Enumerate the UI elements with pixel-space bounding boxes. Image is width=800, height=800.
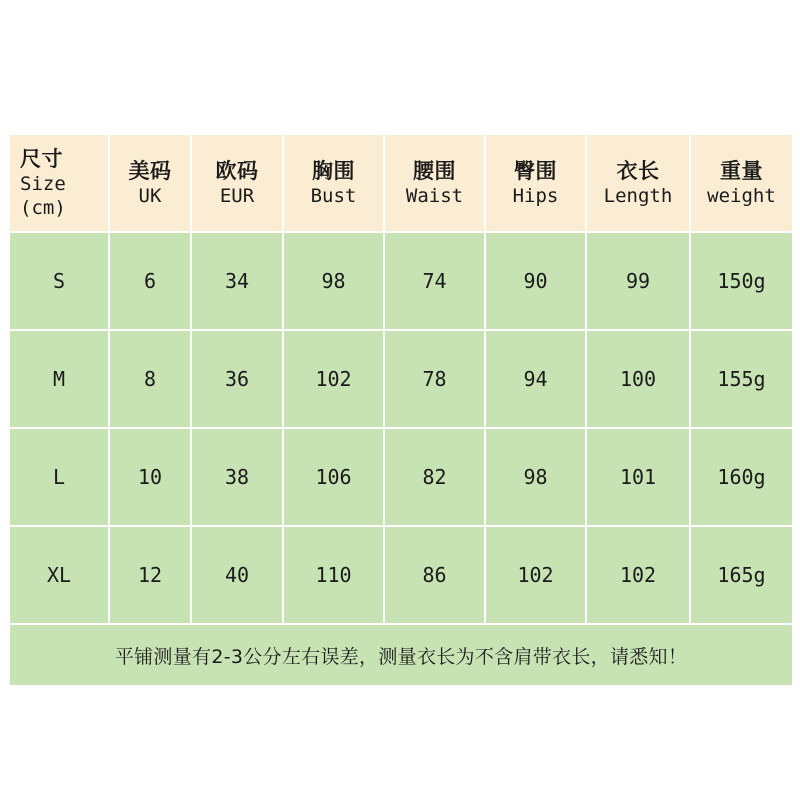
cell-bust: 110 <box>283 526 384 624</box>
table-row <box>9 232 793 330</box>
cell-waist: 82 <box>384 428 485 526</box>
column-header-hips-en: Hips <box>512 184 559 207</box>
cell-waist: 74 <box>384 232 485 330</box>
column-header-uk-en: UK <box>138 184 162 207</box>
cell-uk: 6 <box>109 232 191 330</box>
cell-length: 99 <box>586 232 690 330</box>
cell-bust: 106 <box>283 428 384 526</box>
cell-weight: 160g <box>690 428 793 526</box>
cell-size: XL <box>9 526 109 624</box>
cell-hips: 102 <box>485 526 586 624</box>
cell-hips: 94 <box>485 330 586 428</box>
column-header-waist-cn: 腰围 <box>413 158 456 183</box>
column-header-eur-cn: 欧码 <box>215 158 259 183</box>
column-header-bust <box>283 134 384 232</box>
size-chart-container <box>8 133 792 687</box>
column-header-size <box>9 134 109 232</box>
column-header-eur-en: EUR <box>219 184 255 207</box>
cell-waist: 78 <box>384 330 485 428</box>
cell-length: 101 <box>586 428 690 526</box>
cell-weight: 155g <box>690 330 793 428</box>
cell-eur: 36 <box>191 330 283 428</box>
cell-eur: 40 <box>191 526 283 624</box>
header-row <box>9 134 793 232</box>
measurement-note: 平铺测量有2-3公分左右误差，测量衣长为不含肩带衣长，请悉知！ <box>9 624 793 686</box>
column-header-weight-en: weight <box>707 184 776 207</box>
cell-weight: 150g <box>690 232 793 330</box>
column-header-size-en: Size <box>20 172 66 195</box>
cell-hips: 98 <box>485 428 586 526</box>
column-header-bust-en: Bust <box>310 184 357 207</box>
cell-waist: 86 <box>384 526 485 624</box>
table-row <box>9 428 793 526</box>
column-header-length-cn: 衣长 <box>616 158 660 183</box>
table-header <box>9 134 793 232</box>
table-body <box>9 232 793 686</box>
column-header-length <box>586 134 690 232</box>
table-row <box>9 330 793 428</box>
column-header-waist-en: Waist <box>405 184 464 207</box>
table-row <box>9 526 793 624</box>
cell-eur: 34 <box>191 232 283 330</box>
cell-length: 100 <box>586 330 690 428</box>
cell-size: L <box>9 428 109 526</box>
column-header-size-cn: 尺寸 <box>20 146 63 171</box>
cell-size: S <box>9 232 109 330</box>
cell-hips: 90 <box>485 232 586 330</box>
cell-uk: 12 <box>109 526 191 624</box>
table-note-row <box>9 624 793 686</box>
cell-eur: 38 <box>191 428 283 526</box>
column-header-hips <box>485 134 586 232</box>
column-header-length-en: Length <box>603 184 673 207</box>
column-header-weight-cn: 重量 <box>720 158 763 183</box>
cell-bust: 98 <box>283 232 384 330</box>
column-header-bust-cn: 胸围 <box>312 158 355 183</box>
cell-uk: 8 <box>109 330 191 428</box>
column-header-uk <box>109 134 191 232</box>
column-header-eur <box>191 134 283 232</box>
cell-size: M <box>9 330 109 428</box>
cell-weight: 165g <box>690 526 793 624</box>
column-header-waist <box>384 134 485 232</box>
cell-bust: 102 <box>283 330 384 428</box>
column-header-weight <box>690 134 793 232</box>
column-header-size-unit: (cm) <box>20 196 66 219</box>
cell-uk: 10 <box>109 428 191 526</box>
column-header-hips-cn: 臀围 <box>514 158 557 183</box>
column-header-uk-cn: 美码 <box>128 158 172 183</box>
size-chart-table <box>8 133 794 687</box>
cell-length: 102 <box>586 526 690 624</box>
